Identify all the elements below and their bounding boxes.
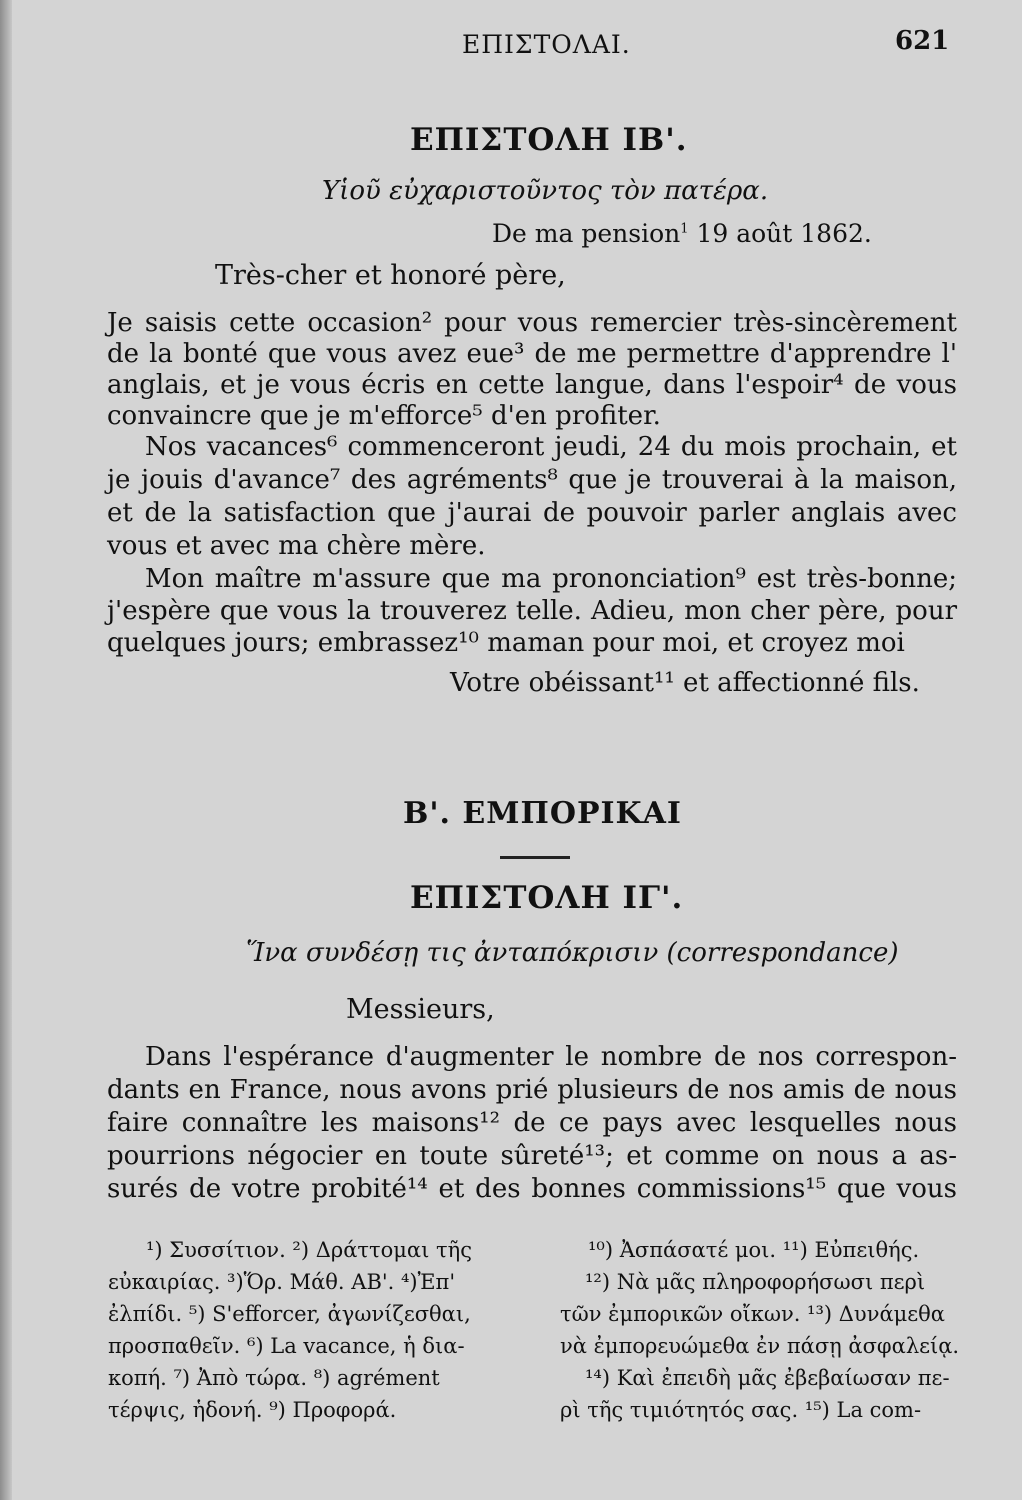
letter1-line: et de la satisfaction que j'aurai de pouvoir parler anglais avec	[107, 498, 957, 528]
dateline-note: 1	[680, 221, 689, 237]
footnote-left-line: ἐλπίδι. ⁵) S'efforcer, ἀγωνίζεσθαι,	[108, 1302, 471, 1326]
letter1-line: Je saisis cette occasion² pour vous remercier très-sincèrement	[107, 308, 957, 338]
dateline-suffix: 19 août 1862.	[688, 219, 872, 248]
footnote-right-line: ¹²) Νὰ μᾶς πληροφορήσωσι περὶ	[585, 1270, 926, 1294]
letter1-line: de la bonté que vous avez eue³ de me permettre d'apprendre l'	[107, 339, 957, 369]
letter1-line: Nos vacances⁶ commenceront jeudi, 24 du mois prochain, et	[145, 432, 957, 462]
letter1-line: quelques jours; embrassez¹⁰ maman pour moi, et croyez moi	[107, 628, 905, 658]
letter2-heading: ΕΠΙΣΤΟΛΗ ΙΓ'.	[410, 880, 684, 916]
letter1-line: Mon maître m'assure que ma prononciation⁹ est très-bonne;	[145, 564, 957, 594]
dateline-prefix: De ma pension	[492, 219, 681, 248]
footnote-right-line: ¹⁰) Ἀσπάσατέ μοι. ¹¹) Εὐπειθής.	[588, 1238, 920, 1262]
page-spine-shadow	[0, 0, 12, 1500]
page-number: 621	[895, 26, 950, 56]
letter1-line: j'espère que vous la trouverez telle. Adieu, mon cher père, pour	[107, 596, 957, 626]
letter1-closing: Votre obéissant¹¹ et affectionné fils.	[450, 668, 920, 698]
footnote-right-line: ¹⁴) Καὶ ἐπειδὴ μᾶς ἐβεβαίωσαν πε-	[585, 1366, 950, 1390]
footnote-right-line: ρὶ τῆς τιμιότητός σας. ¹⁵) La com-	[560, 1398, 922, 1422]
letter1-salutation: Très-cher et honoré père,	[215, 260, 566, 291]
letter2-line: pourrions négocier en toute sûreté¹³; et comme on nous a as-	[107, 1141, 957, 1171]
footnote-left-line: εὐκαιρίας. ³)Ὅρ. Μάθ. ΑΒ'. ⁴)Ἐπ'	[108, 1270, 456, 1294]
letter2-subtitle	[246, 938, 899, 968]
footnote-left-line: τέρψις, ἡδονή. ⁹) Προφορά.	[108, 1398, 397, 1422]
letter1-line: je jouis d'avance⁷ des agréments⁸ que je trouverai à la maison,	[107, 465, 957, 495]
letter2-line: surés de votre probité¹⁴ et des bonnes commissions¹⁵ que vous	[107, 1174, 957, 1204]
footnote-left-line: ¹) Συσσίτιον. ²) Δράττομαι τῆς	[146, 1238, 472, 1262]
footnote-left-line: κοπή. ⁷) Ἀπὸ τώρα. ⁸) agrément	[108, 1366, 440, 1390]
letter1-subtitle: Υἱοῦ εὐχαριστοῦντος τὸν πατέρα.	[322, 176, 769, 206]
letter1-line: convaincre que je m'efforce⁵ d'en profiter.	[107, 401, 661, 431]
footnote-right-line: τῶν ἐμπορικῶν οἴκων. ¹³) Δυνάμεθα	[560, 1302, 945, 1326]
section-divider	[500, 856, 570, 859]
letter1-dateline	[492, 218, 872, 249]
letter1-heading: ΕΠΙΣΤΟΛΗ ΙΒ'.	[410, 122, 688, 158]
running-title: ΕΠΙΣΤΟΛΑΙ.	[462, 30, 631, 59]
letter2-subtitle-french: (correspondance)	[666, 938, 899, 968]
letter1-line: vous et avec ma chère mère.	[107, 531, 486, 561]
letter2-line: dants en France, nous avons prié plusieurs de nos amis de nous	[107, 1075, 957, 1105]
letter2-salutation: Messieurs,	[346, 994, 495, 1025]
footnote-right-line: νὰ ἐμπορευώμεθα ἐν πάσῃ ἀσφαλείᾳ.	[560, 1334, 960, 1358]
letter1-line: anglais, et je vous écris en cette langue, dans l'espoir⁴ de vous	[107, 370, 957, 400]
letter2-line: Dans l'espérance d'augmenter le nombre de nos correspon-	[145, 1042, 957, 1072]
letter2-line: faire connaître les maisons¹² de ce pays avec lesquelles nous	[107, 1108, 957, 1138]
letter2-subtitle-greek: Ἵνα συνδέσῃ τις ἀνταπόκρισιν	[246, 938, 659, 968]
section-heading: Β'. ΕΜΠΟΡΙΚΑΙ	[403, 796, 682, 831]
footnote-left-line: προσπαθεῖν. ⁶) La vacance, ἡ δια-	[108, 1334, 465, 1358]
